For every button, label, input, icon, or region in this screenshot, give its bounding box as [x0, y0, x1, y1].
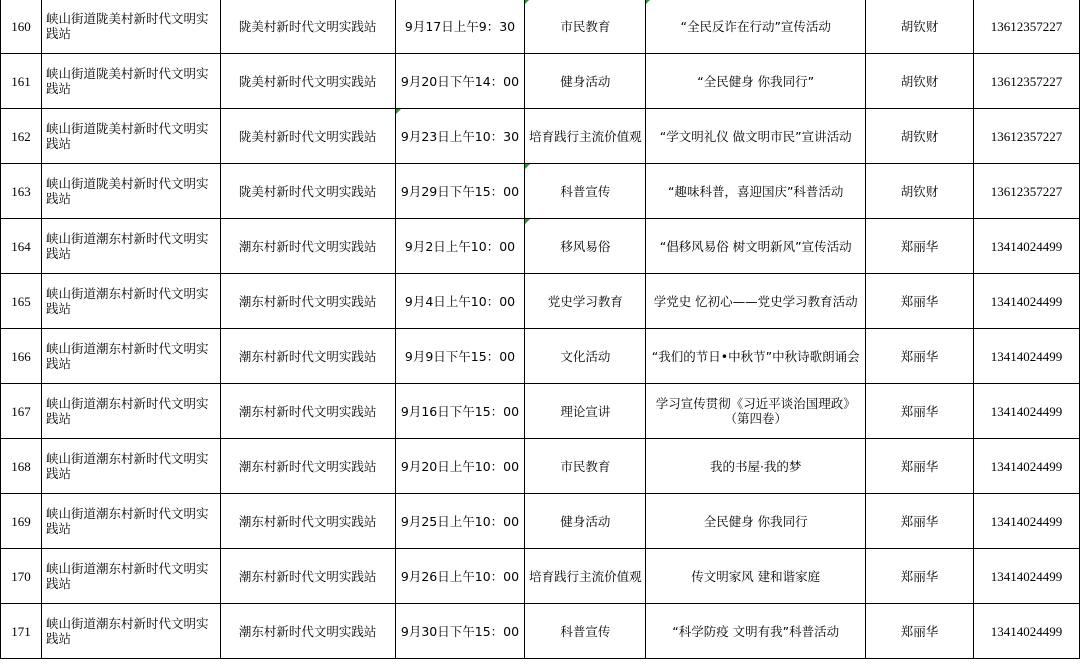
station-cell[interactable]: 潮东村新时代文明实践站 — [220, 329, 395, 384]
table-row[interactable] — [1, 549, 1080, 604]
phone-cell[interactable]: 13612357227 — [973, 54, 1079, 109]
station-cell[interactable]: 潮东村新时代文明实践站 — [220, 439, 395, 494]
street-station-cell[interactable]: 峡山街道潮东村新时代文明实践站 — [41, 219, 220, 274]
activity-cell[interactable]: 学习宣传贯彻《习近平谈治国理政》（第四卷） — [646, 384, 866, 439]
category-cell[interactable]: 健身活动 — [525, 54, 646, 109]
row-number-cell[interactable]: 165 — [1, 274, 42, 329]
station-cell[interactable]: 陇美村新时代文明实践站 — [220, 54, 395, 109]
contact-cell[interactable]: 郑丽华 — [866, 494, 974, 549]
cell-marker-icon — [525, 164, 530, 169]
activity-cell[interactable]: “全民反诈在行动”宣传活动 — [646, 0, 866, 54]
row-number-cell[interactable]: 163 — [1, 164, 42, 219]
row-number-cell[interactable]: 170 — [1, 549, 42, 604]
activity-cell[interactable]: “学文明礼仪 做文明市民”宣讲活动 — [646, 109, 866, 164]
time-cell[interactable]: 9月25日上午10：00 — [395, 494, 525, 549]
activity-cell[interactable]: “我们的节日•中秋节”中秋诗歌朗诵会 — [646, 329, 866, 384]
phone-cell[interactable]: 13414024499 — [973, 274, 1079, 329]
time-cell[interactable]: 9月30日下午15：00 — [395, 604, 525, 659]
phone-cell[interactable]: 13414024499 — [973, 329, 1079, 384]
street-station-cell[interactable]: 峡山街道潮东村新时代文明实践站 — [41, 274, 220, 329]
category-cell[interactable]: 健身活动 — [525, 494, 646, 549]
phone-cell[interactable]: 13612357227 — [973, 164, 1079, 219]
table-row[interactable] — [1, 439, 1080, 494]
table-row[interactable] — [1, 604, 1080, 659]
activity-cell[interactable]: “倡移风易俗 树文明新风”宣传活动 — [646, 219, 866, 274]
contact-cell[interactable]: 胡钦财 — [866, 164, 974, 219]
station-cell[interactable]: 潮东村新时代文明实践站 — [220, 219, 395, 274]
time-cell[interactable]: 9月26日上午10：00 — [395, 549, 525, 604]
time-cell[interactable]: 9月20日上午10：00 — [395, 439, 525, 494]
row-number-cell[interactable]: 161 — [1, 54, 42, 109]
station-cell[interactable]: 陇美村新时代文明实践站 — [220, 109, 395, 164]
street-station-cell[interactable]: 峡山街道潮东村新时代文明实践站 — [41, 384, 220, 439]
table-body — [1, 0, 1080, 659]
station-cell[interactable]: 潮东村新时代文明实践站 — [220, 494, 395, 549]
contact-cell[interactable]: 郑丽华 — [866, 604, 974, 659]
phone-cell[interactable]: 13612357227 — [973, 109, 1079, 164]
time-cell[interactable]: 9月20日下午14：00 — [395, 54, 525, 109]
row-number-cell[interactable]: 164 — [1, 219, 42, 274]
phone-cell[interactable]: 13414024499 — [973, 604, 1079, 659]
street-station-cell[interactable]: 峡山街道陇美村新时代文明实践站 — [41, 0, 220, 54]
category-cell[interactable]: 培育践行主流价值观 — [525, 109, 646, 164]
activity-cell[interactable]: “趣味科普，喜迎国庆”科普活动 — [646, 164, 866, 219]
phone-cell[interactable]: 13414024499 — [973, 439, 1079, 494]
phone-cell[interactable]: 13414024499 — [973, 384, 1079, 439]
station-cell[interactable]: 潮东村新时代文明实践站 — [220, 604, 395, 659]
station-cell[interactable]: 陇美村新时代文明实践站 — [220, 164, 395, 219]
street-station-cell[interactable]: 峡山街道潮东村新时代文明实践站 — [41, 439, 220, 494]
category-cell[interactable]: 市民教育 — [525, 0, 646, 54]
category-cell[interactable]: 文化活动 — [525, 329, 646, 384]
category-cell[interactable]: 科普宣传 — [525, 164, 646, 219]
table-row[interactable] — [1, 164, 1080, 219]
contact-cell[interactable]: 郑丽华 — [866, 384, 974, 439]
contact-cell[interactable]: 胡钦财 — [866, 109, 974, 164]
street-station-cell[interactable]: 峡山街道潮东村新时代文明实践站 — [41, 549, 220, 604]
time-cell[interactable]: 9月2日上午10：00 — [395, 219, 525, 274]
cell-marker-icon — [525, 0, 530, 4]
contact-cell[interactable]: 郑丽华 — [866, 439, 974, 494]
time-cell[interactable]: 9月23日上午10：30 — [395, 109, 525, 164]
table-row[interactable] — [1, 329, 1080, 384]
station-cell[interactable]: 潮东村新时代文明实践站 — [220, 274, 395, 329]
contact-cell[interactable]: 郑丽华 — [866, 549, 974, 604]
cell-marker-icon — [646, 0, 651, 4]
category-cell[interactable]: 移风易俗 — [525, 219, 646, 274]
row-number-cell[interactable]: 167 — [1, 384, 42, 439]
phone-cell[interactable]: 13414024499 — [973, 494, 1079, 549]
activity-cell[interactable]: 我的书屋·我的梦 — [646, 439, 866, 494]
activity-cell[interactable]: 全民健身 你我同行 — [646, 494, 866, 549]
phone-cell[interactable]: 13612357227 — [973, 0, 1079, 54]
street-station-cell[interactable]: 峡山街道潮东村新时代文明实践站 — [41, 494, 220, 549]
time-cell[interactable]: 9月29日下午15：00 — [395, 164, 525, 219]
street-station-cell[interactable]: 峡山街道陇美村新时代文明实践站 — [41, 109, 220, 164]
row-number-cell[interactable]: 169 — [1, 494, 42, 549]
station-cell[interactable]: 潮东村新时代文明实践站 — [220, 549, 395, 604]
station-cell[interactable]: 陇美村新时代文明实践站 — [220, 0, 395, 54]
row-number-cell[interactable]: 160 — [1, 0, 42, 54]
activity-cell[interactable]: “科学防疫 文明有我”科普活动 — [646, 604, 866, 659]
table-row[interactable] — [1, 384, 1080, 439]
table-row[interactable] — [1, 494, 1080, 549]
category-cell[interactable]: 培育践行主流价值观 — [525, 549, 646, 604]
table-row[interactable] — [1, 109, 1080, 164]
contact-cell[interactable]: 胡钦财 — [866, 54, 974, 109]
contact-cell[interactable]: 郑丽华 — [866, 329, 974, 384]
station-cell[interactable]: 潮东村新时代文明实践站 — [220, 384, 395, 439]
activity-cell[interactable]: “全民健身 你我同行” — [646, 54, 866, 109]
time-cell[interactable]: 9月4日上午10：00 — [395, 274, 525, 329]
category-cell[interactable]: 理论宣讲 — [525, 384, 646, 439]
contact-cell[interactable]: 郑丽华 — [866, 219, 974, 274]
cell-marker-icon — [396, 109, 401, 114]
category-cell[interactable]: 党史学习教育 — [525, 274, 646, 329]
phone-cell[interactable]: 13414024499 — [973, 549, 1079, 604]
street-station-cell[interactable]: 峡山街道潮东村新时代文明实践站 — [41, 604, 220, 659]
activity-cell[interactable]: 传文明家风 建和谐家庭 — [646, 549, 866, 604]
table-row[interactable] — [1, 0, 1080, 54]
street-station-cell[interactable]: 峡山街道潮东村新时代文明实践站 — [41, 329, 220, 384]
table-row[interactable] — [1, 219, 1080, 274]
time-cell[interactable]: 9月16日下午15：00 — [395, 384, 525, 439]
street-station-cell[interactable]: 峡山街道陇美村新时代文明实践站 — [41, 54, 220, 109]
row-number-cell[interactable]: 168 — [1, 439, 42, 494]
cell-marker-icon — [525, 219, 530, 224]
category-cell[interactable]: 科普宣传 — [525, 604, 646, 659]
contact-cell[interactable]: 胡钦财 — [866, 0, 974, 54]
contact-cell[interactable]: 郑丽华 — [866, 274, 974, 329]
time-cell[interactable]: 9月9日下午15：00 — [395, 329, 525, 384]
row-number-cell[interactable]: 171 — [1, 604, 42, 659]
street-station-cell[interactable]: 峡山街道陇美村新时代文明实践站 — [41, 164, 220, 219]
activity-cell[interactable]: 学党史 忆初心——党史学习教育活动 — [646, 274, 866, 329]
time-cell[interactable]: 9月17日上午9：30 — [395, 0, 525, 54]
table-row[interactable] — [1, 274, 1080, 329]
row-number-cell[interactable]: 162 — [1, 109, 42, 164]
row-number-cell[interactable]: 166 — [1, 329, 42, 384]
phone-cell[interactable]: 13414024499 — [973, 219, 1079, 274]
table-row[interactable] — [1, 54, 1080, 109]
category-cell[interactable]: 市民教育 — [525, 439, 646, 494]
